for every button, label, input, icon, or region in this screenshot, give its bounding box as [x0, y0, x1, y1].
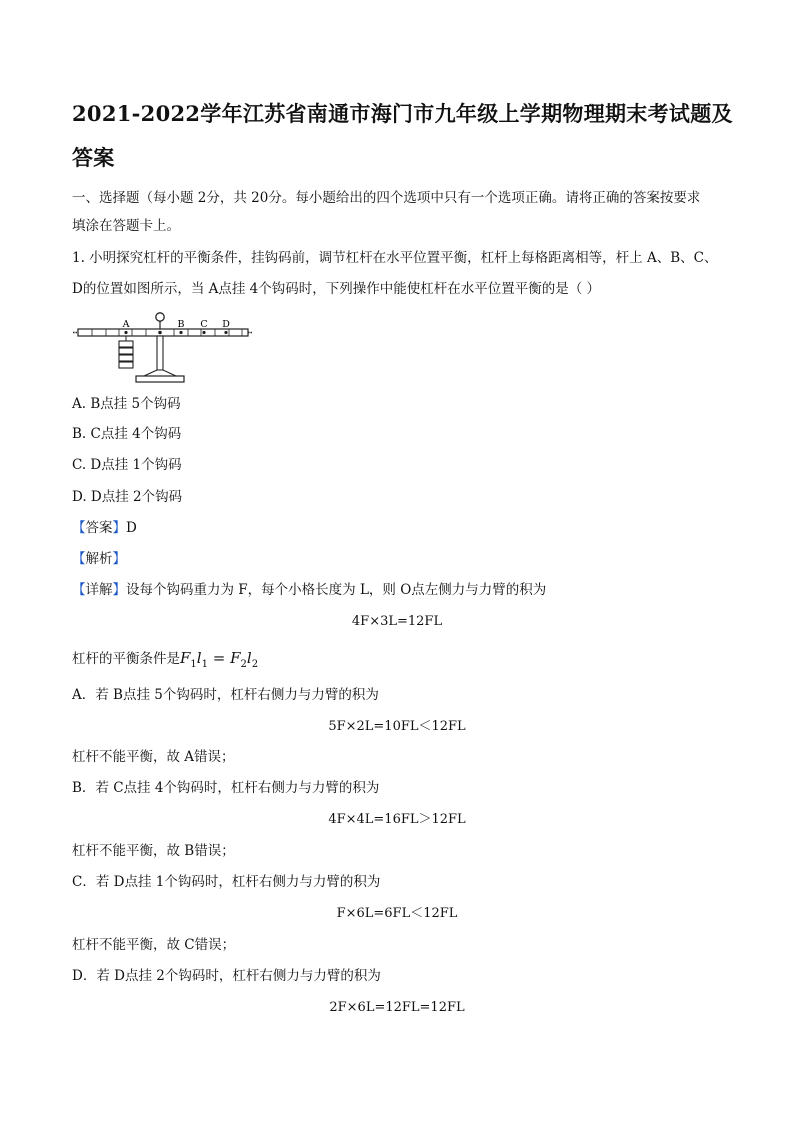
- case-a-conclusion: 杠杆不能平衡，故 A错误；: [72, 749, 235, 765]
- case-d-equation: 2F×6L=12FL=12FL: [329, 1000, 465, 1015]
- point-d-dot: [224, 331, 227, 334]
- option-a: A. B点挂 5个钩码: [72, 396, 181, 412]
- label-d: D: [222, 319, 230, 330]
- page-title-continued: 答案: [72, 145, 115, 170]
- option-b: B. C点挂 4个钩码: [72, 426, 182, 442]
- case-a-equation: 5F×2L=10FL＜12FL: [328, 719, 466, 734]
- case-a-text: A．若 B点挂 5个钩码时，杠杆右侧力与力臂的积为: [72, 687, 379, 703]
- balance-formula: $F_1l_1 = F_2l_2$: [180, 649, 259, 670]
- case-c-equation: F×6L=6FL＜12FL: [336, 906, 458, 921]
- section-heading: 一、选择题（每小题 2分，共 20分。每小题给出的四个选项中只有一个选项正确。请将正确的答案按要求: [72, 190, 701, 206]
- detail-tag: 详解: [85, 582, 113, 598]
- case-b-text: B．若 C点挂 4个钩码时，杠杆右侧力与力臂的积为: [72, 780, 380, 796]
- case-c-conclusion: 杠杆不能平衡，故 C错误；: [72, 937, 236, 953]
- option-d: D. D点挂 2个钩码: [72, 489, 183, 505]
- answer-tag: 答案: [85, 520, 113, 536]
- answer-value: D: [126, 520, 137, 536]
- page-title: 2021-2022学年江苏省南通市海门市九年级上学期物理期末考试题及: [72, 101, 733, 126]
- answer-line: 【答案】D: [72, 520, 137, 536]
- case-b-conclusion: 杠杆不能平衡，故 B错误；: [72, 843, 235, 859]
- question-1-stem-continued: D的位置如图所示，当 A点挂 4个钩码时，下列操作中能使杠杆在水平位置平衡的是（ ）: [72, 281, 601, 297]
- question-1-stem: 1. 小明探究杠杆的平衡条件，挂钩码前，调节杠杆在水平位置平衡，杠杆上每格距离相等，杆上 A、B、C、: [72, 250, 718, 266]
- case-d-text: D．若 D点挂 2个钩码时，杠杆右侧力与力臂的积为: [72, 968, 381, 984]
- fulcrum-ring: [156, 313, 164, 329]
- point-b-dot: [179, 331, 182, 334]
- label-c: C: [200, 319, 208, 330]
- label-a: A: [122, 319, 130, 330]
- point-c-dot: [202, 331, 205, 334]
- detail-line: 【详解】设每个钩码重力为 F，每个小格长度为 L，则 O点左侧力与力臂的积为: [72, 582, 547, 598]
- option-c: C. D点挂 1个钩码: [72, 457, 182, 473]
- case-b-equation: 4F×4L=16FL＞12FL: [328, 812, 466, 827]
- pivot-dot: [158, 331, 162, 335]
- case-c-text: C．若 D点挂 1个钩码时，杠杆右侧力与力臂的积为: [72, 874, 381, 890]
- label-b: B: [177, 319, 185, 330]
- balance-condition: [72, 648, 258, 675]
- analysis-tag: 解析: [85, 551, 113, 567]
- balance-text: 杠杆的平衡条件是: [72, 651, 180, 667]
- hook-weights: [119, 336, 133, 368]
- detail-text: 设每个钩码重力为 F，每个小格长度为 L，则 O点左侧力与力臂的积为: [126, 582, 547, 598]
- equation-left-moment: 4F×3L=12FL: [351, 614, 443, 629]
- point-a-dot: [124, 331, 127, 334]
- analysis-line: 【解析】: [72, 551, 126, 567]
- lever-stand: [136, 336, 184, 382]
- lever-figure: [72, 312, 254, 384]
- section-heading-continued: 填涂在答题卡上。: [72, 218, 180, 234]
